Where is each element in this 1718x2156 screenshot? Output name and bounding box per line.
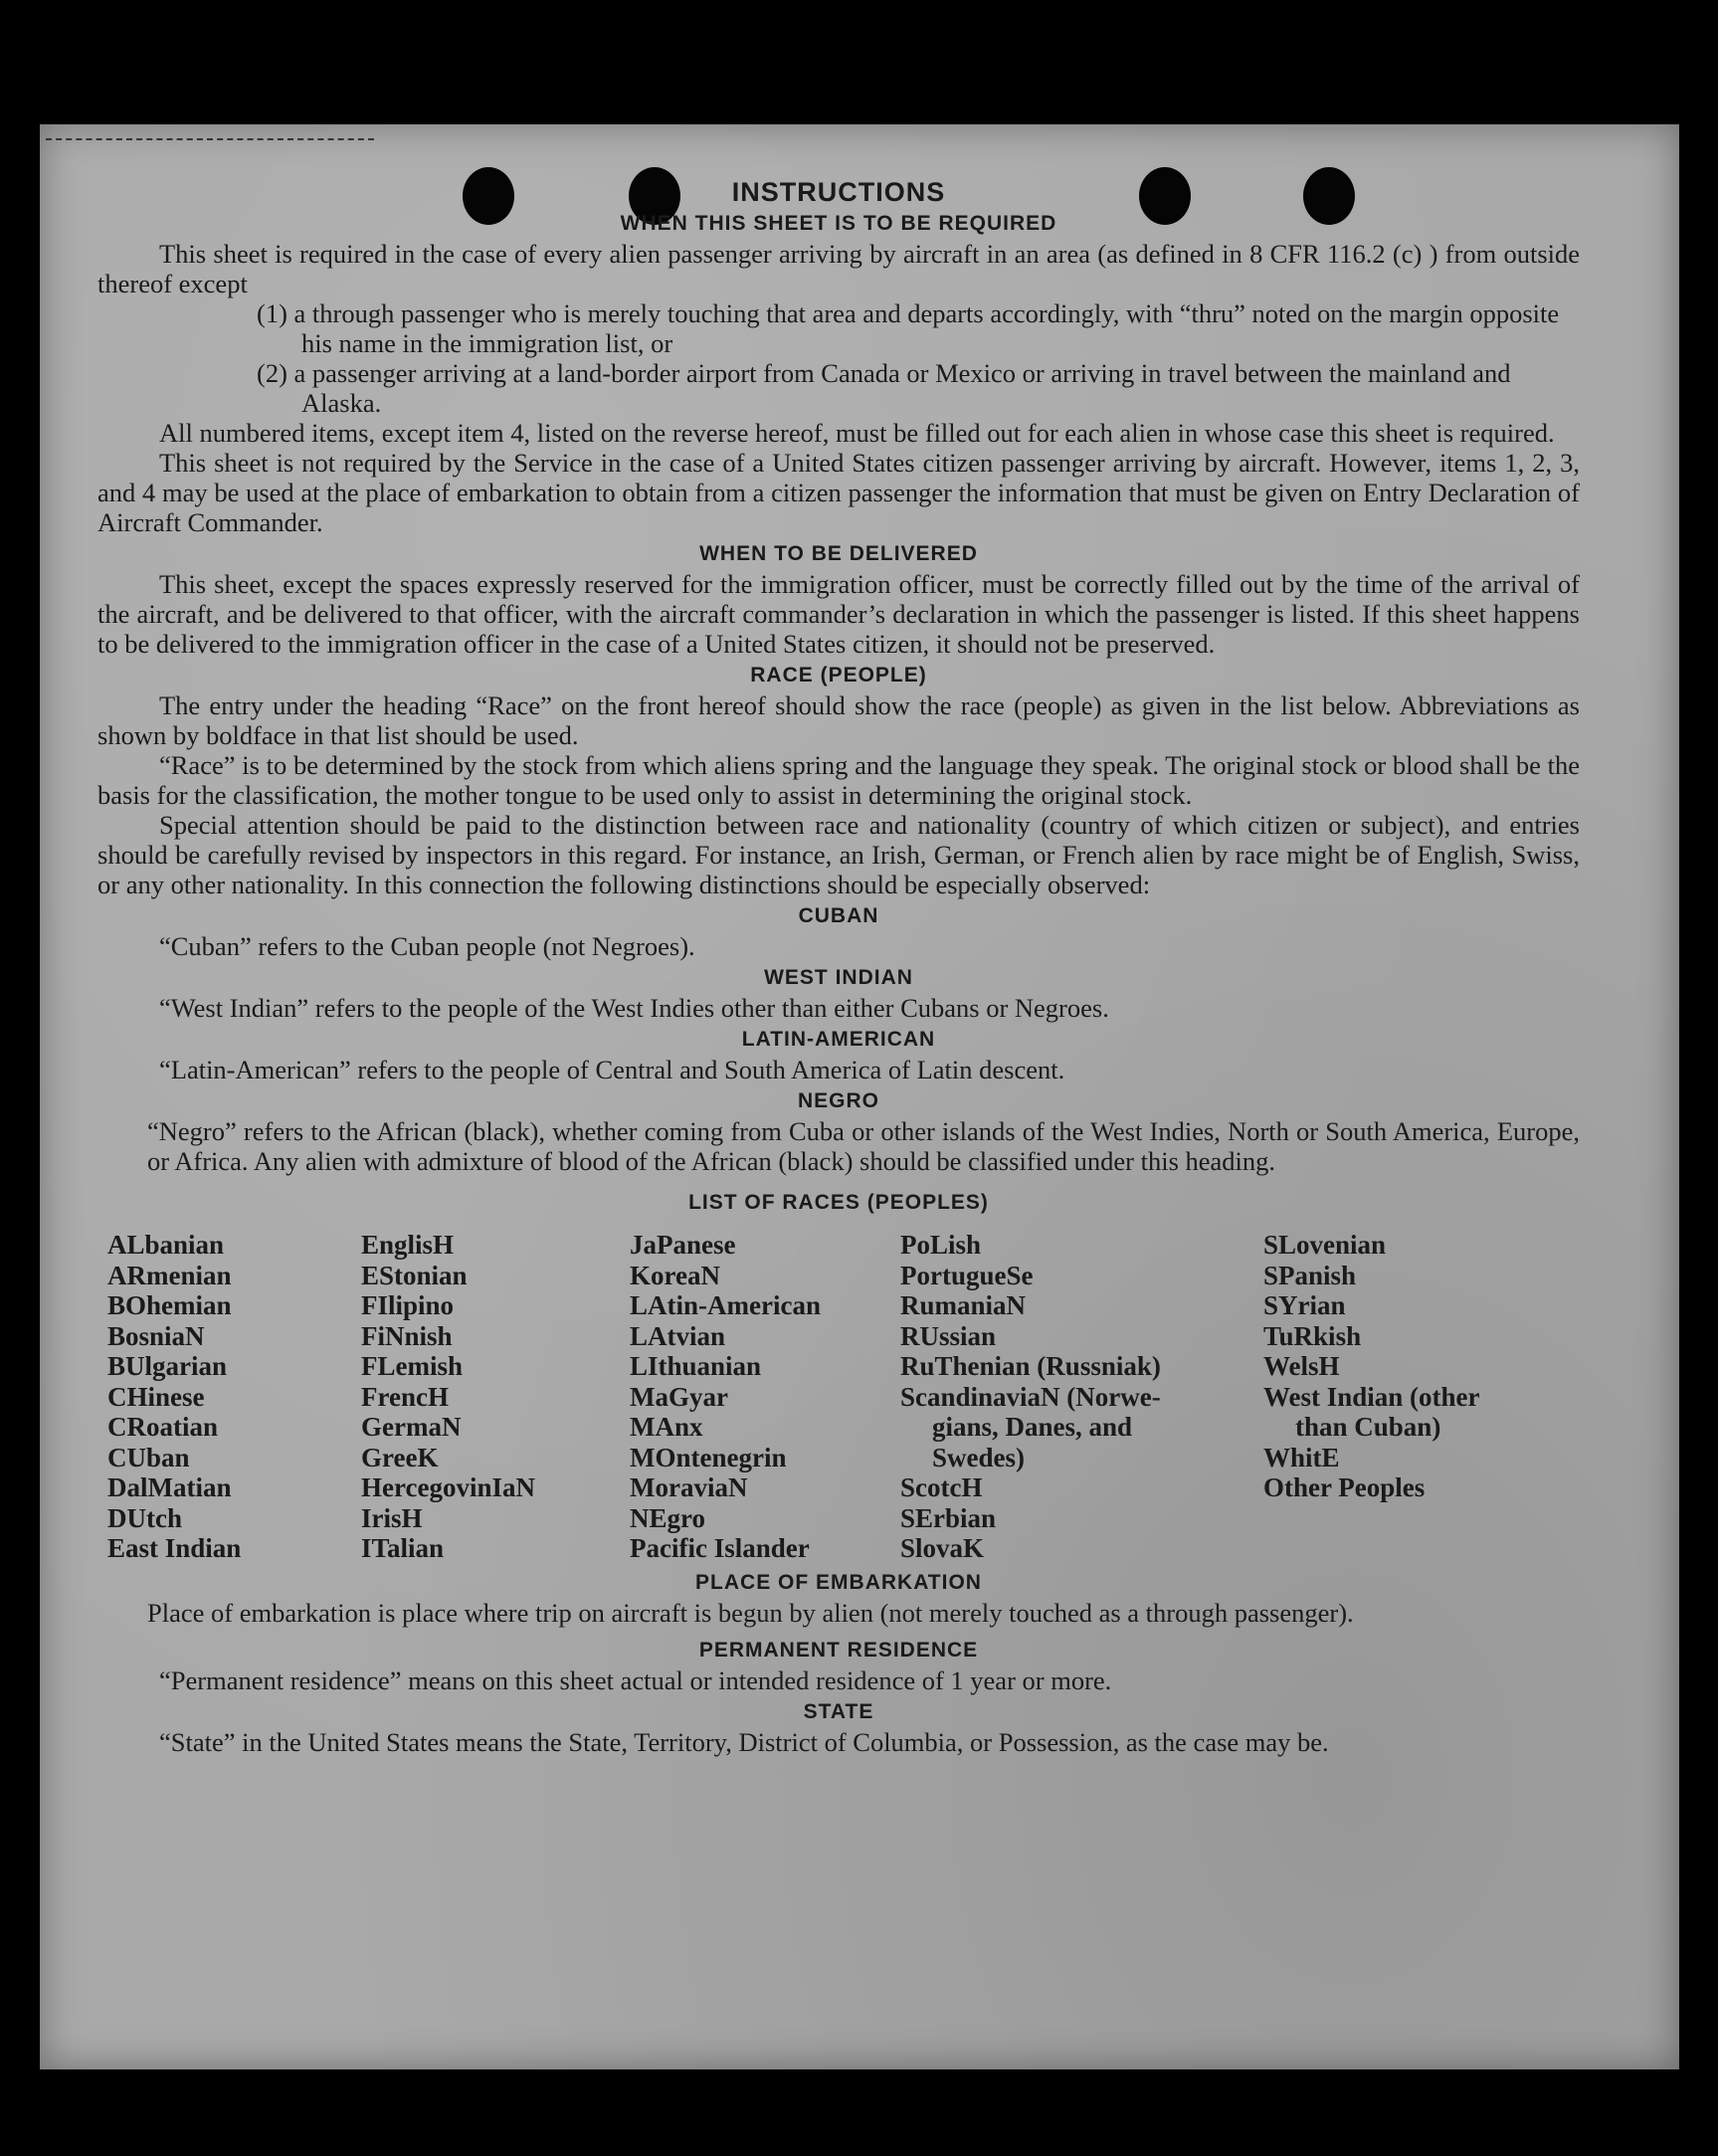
race-entry: FrencH	[361, 1381, 449, 1412]
race-entry: WhitE	[1263, 1442, 1340, 1472]
paragraph: The entry under the heading “Race” on the front hereof should show the race (people) as given in the list below. Abbreviations as shown by boldface in that list should be used.	[97, 690, 1580, 750]
torn-edge	[46, 138, 374, 140]
races-column	[107, 1230, 361, 1564]
paragraph: Place of embarkation is place where trip on aircraft is begun by alien (not merely touched as a through passenger).	[147, 1597, 1354, 1628]
race-entry: PoLish	[900, 1230, 982, 1260]
race-entry: LAtvian	[630, 1320, 726, 1351]
race-entry: MAnx	[630, 1412, 703, 1442]
races-heading: LIST OF RACES (PEOPLES)	[688, 1191, 989, 1214]
race-entry: FiNnish	[361, 1320, 453, 1351]
race-entry: ARmenian	[107, 1260, 232, 1290]
paragraph: This sheet, except the spaces expressly reserved for the immigration officer, must be correctly filled out by the time of the arrival of the aircraft, and be delivered to that officer, with the aircraft commander’s declaration in which the passenger is listed. If this sheet happens to be delivered to the immigration officer in the case of a United States citizen, it should not be preserved.	[97, 569, 1580, 659]
section-heading: CUBAN	[798, 904, 879, 927]
race-entry: BUlgarian	[107, 1351, 228, 1381]
paragraph: All numbered items, except item 4, listed on the reverse hereof, must be filled out for each alien in whose case this sheet is required.	[159, 418, 1555, 448]
races-column	[630, 1230, 900, 1564]
race-entry: RumaniaN	[900, 1290, 1027, 1320]
race-entry: ALbanian	[107, 1230, 225, 1260]
race-entry: LAtin-American	[630, 1290, 821, 1320]
race-entry: SLovenian	[1263, 1230, 1387, 1260]
races-column	[1263, 1230, 1562, 1564]
instructions-content	[97, 177, 1580, 1757]
race-entry: CRoatian	[107, 1412, 219, 1442]
race-entry: WelsH	[1263, 1351, 1340, 1381]
race-entry: ITalian	[361, 1533, 445, 1563]
definition-text: “Cuban” refers to the Cuban people (not Negroes).	[159, 931, 695, 961]
race-entry: than Cuban)	[1295, 1412, 1441, 1442]
race-entry: GreeK	[361, 1442, 439, 1472]
race-entry: FLemish	[361, 1351, 464, 1381]
section-heading: RACE (PEOPLE)	[750, 664, 927, 686]
race-entry: TuRkish	[1263, 1320, 1362, 1351]
race-entry: IrisH	[361, 1502, 423, 1533]
paragraph: “Permanent residence” means on this sheet actual or intended residence of 1 year or more.	[159, 1665, 1112, 1695]
race-entry: DUtch	[107, 1502, 182, 1533]
race-entry: BOhemian	[107, 1290, 232, 1320]
race-entry: SlovaK	[900, 1533, 985, 1563]
section-heading: STATE	[803, 1699, 874, 1723]
paragraph: Special attention should be paid to the distinction between race and nationality (country of which citizen or subject), and entries should be carefully revised by inspectors in this regard. For instance, an Irish, German, or French alien by race might be of English, Swiss, or any other nationality. In this connection the following distinctions should be especially observed:	[97, 810, 1580, 899]
race-entry: BosniaN	[107, 1320, 205, 1351]
race-entry: ScandinaviaN (Norwe-	[900, 1381, 1161, 1412]
section-heading: WHEN TO BE DELIVERED	[699, 542, 978, 565]
race-entry: FIlipino	[361, 1290, 455, 1320]
race-entry: HercegovinIaN	[361, 1472, 535, 1502]
section-heading: PERMANENT RESIDENCE	[698, 1638, 979, 1662]
race-entry: EnglisH	[361, 1230, 455, 1260]
race-entry: RUssian	[900, 1320, 997, 1351]
section-heading: PLACE OF EMBARKATION	[695, 1570, 982, 1594]
race-entry: ScotcH	[900, 1472, 983, 1502]
race-entry: West Indian (other	[1263, 1381, 1480, 1412]
race-entry: Other Peoples	[1263, 1472, 1426, 1502]
races-column	[900, 1230, 1263, 1564]
section-heading: LATIN-AMERICAN	[741, 1028, 936, 1051]
list-item: (2) a passenger arriving at a land-border airport from Canada or Mexico or arriving in travel between the mainland and Alaska.	[257, 358, 1511, 418]
race-entry: NEgro	[630, 1502, 706, 1533]
definition-text: “Latin-American” refers to the people of Central and South America of Latin descent.	[159, 1055, 1065, 1084]
race-entry: JaPanese	[630, 1230, 736, 1260]
race-entry: MaGyar	[630, 1381, 728, 1412]
list-item: (1) a through passenger who is merely touching that area and departs accordingly, with “thru” noted on the margin opposite his name in the immigration list, or	[257, 298, 1560, 358]
race-entry: gians, Danes, and	[932, 1412, 1133, 1442]
race-entry: SPanish	[1263, 1260, 1357, 1290]
race-entry: PortugueSe	[900, 1260, 1034, 1290]
race-entry: Pacific Islander	[630, 1533, 810, 1563]
races-list	[107, 1230, 1580, 1564]
races-column	[361, 1230, 630, 1564]
race-entry: MOntenegrin	[630, 1442, 787, 1472]
paragraph: “State” in the United States means the State, Territory, District of Columbia, or Possession, as the case may be.	[159, 1726, 1329, 1757]
race-entry: DalMatian	[107, 1472, 232, 1502]
race-entry: Swedes)	[932, 1442, 1025, 1472]
race-entry: KoreaN	[630, 1260, 720, 1290]
section-heading: WHEN THIS SHEET IS TO BE REQUIRED	[620, 212, 1057, 235]
definition-text: “Negro” refers to the African (black), whether coming from Cuba or other islands of the West Indies, North or South America, Europe, or Africa. Any alien with admixture of blood of the African (black) should be classified under this heading.	[147, 1116, 1580, 1176]
section-heading: NEGRO	[797, 1089, 879, 1112]
race-entry: LIthuanian	[630, 1351, 762, 1381]
race-entry: MoraviaN	[630, 1472, 748, 1502]
race-entry: CHinese	[107, 1381, 205, 1412]
race-entry: SYrian	[1263, 1290, 1346, 1320]
paragraph: This sheet is required in the case of every alien passenger arriving by aircraft in an area (as defined in 8 CFR 116.2 (c) ) from outside thereof except	[97, 239, 1580, 298]
paragraph: “Race” is to be determined by the stock from which aliens spring and the language they speak. The original stock or blood shall be the basis for the classification, the mother tongue to be used only to assist in determining the original stock.	[97, 750, 1580, 810]
race-entry: RuThenian (Russniak)	[900, 1351, 1161, 1381]
race-entry: CUban	[107, 1442, 190, 1472]
paragraph: This sheet is not required by the Service in the case of a United States citizen passenger arriving by aircraft. However, items 1, 2, 3, and 4 may be used at the place of embarkation to obtain from a citizen passenger the information that must be given on Entry Declaration of Aircraft Commander.	[97, 448, 1580, 537]
race-entry: East Indian	[107, 1533, 242, 1563]
race-entry: GermaN	[361, 1412, 462, 1442]
definition-text: “West Indian” refers to the people of the West Indies other than either Cubans or Negroes.	[159, 993, 1109, 1023]
race-entry: EStonian	[361, 1260, 468, 1290]
section-heading: WEST INDIAN	[764, 966, 913, 989]
page-title: INSTRUCTIONS	[731, 177, 946, 207]
race-entry: SErbian	[900, 1502, 997, 1533]
